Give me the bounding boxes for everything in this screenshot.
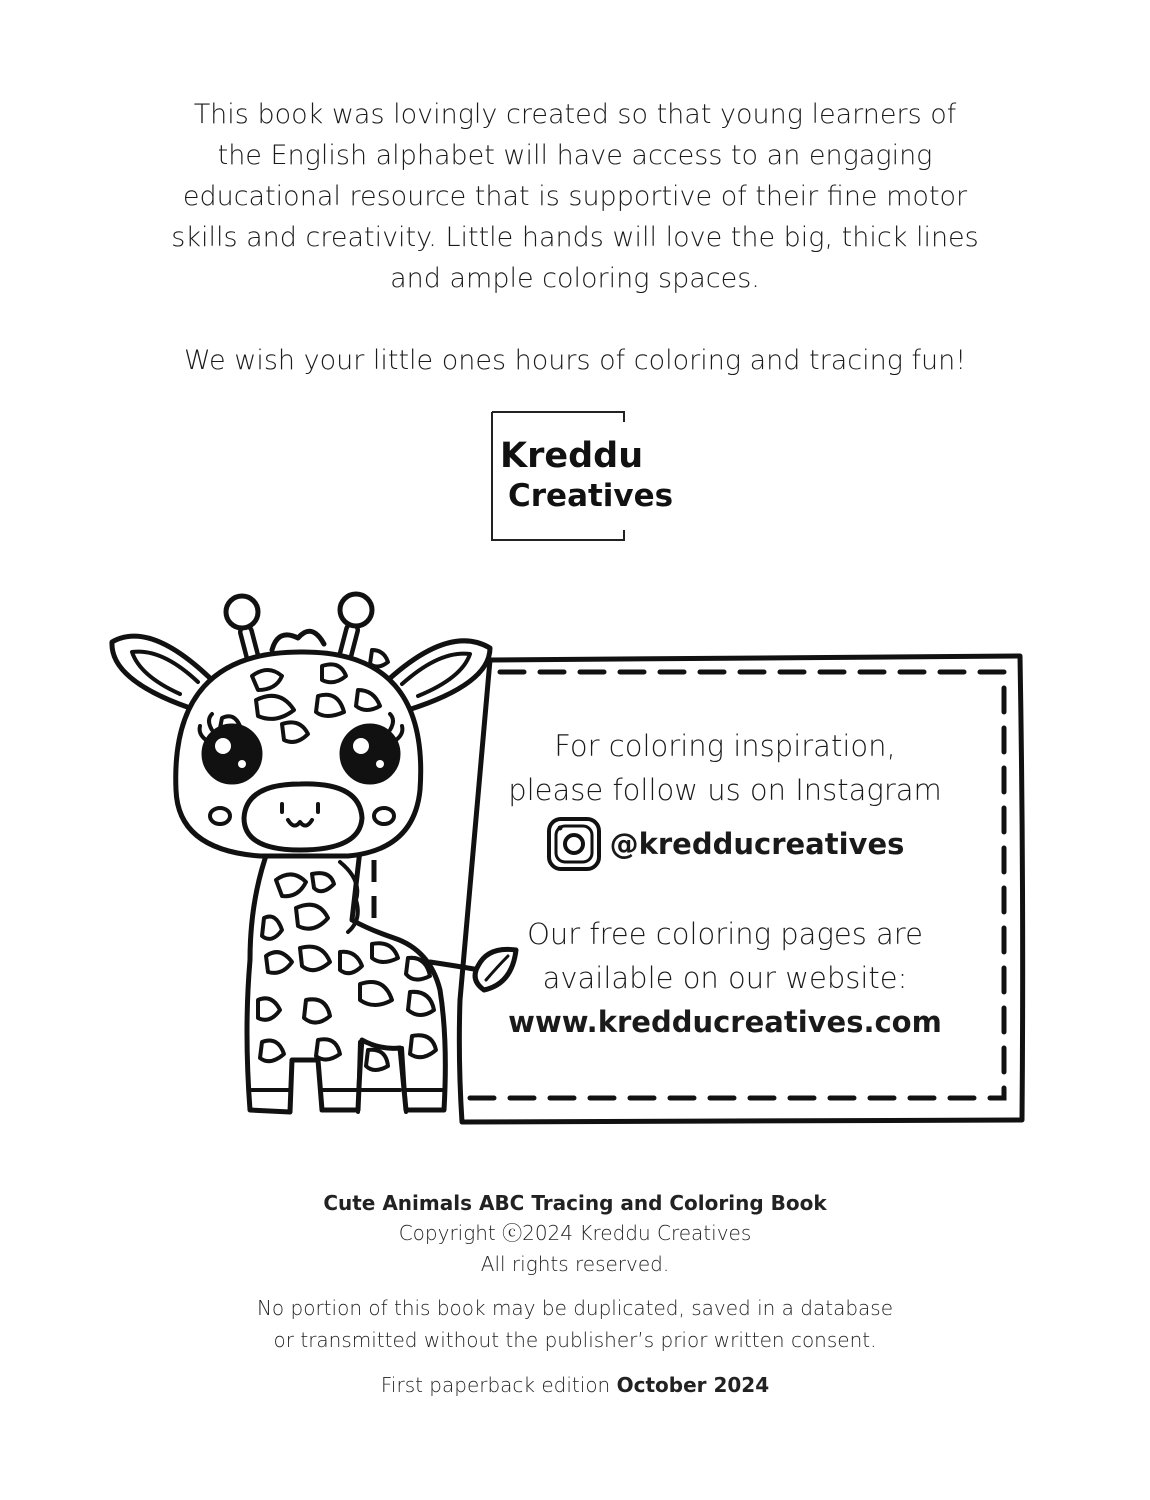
copyright-footer (0, 1188, 1150, 1400)
copyright-suffix: 2024 Kreddu Creatives (522, 1221, 752, 1245)
copyright-symbol: ⓒ (502, 1221, 523, 1245)
intro-wish: We wish your little ones hours of coloring and tracing fun! (183, 345, 967, 376)
intro-line: skills and creativity. Little hands will love the big, thick lines (171, 222, 979, 253)
card-website (470, 912, 980, 1044)
intro-line: the English alphabet will have access to an engaging (217, 140, 933, 171)
copyright-line (0, 1218, 1150, 1249)
edition-line (0, 1370, 1150, 1400)
free-pages-line-1: Our free coloring pages are (527, 917, 923, 951)
website-link[interactable]: www.kredducreatives.com (508, 1005, 942, 1039)
copyright-prefix: Copyright (398, 1221, 496, 1245)
free-pages-line-2: available on our website: (542, 961, 908, 995)
edition-prefix: First paperback edition (380, 1373, 611, 1397)
intro-line: This book was lovingly created so that young learners of (193, 99, 957, 130)
instagram-row[interactable] (470, 816, 980, 872)
instagram-icon (546, 816, 602, 872)
notice-line-2: or transmitted without the publisher’s prior written consent. (273, 1328, 877, 1352)
card-inspiration (470, 724, 980, 872)
rights-reserved: All rights reserved. (480, 1252, 670, 1276)
inspiration-line-1: For coloring inspiration, (554, 729, 896, 763)
giraffe-icon (112, 594, 516, 1112)
edition-date: October 2024 (616, 1373, 770, 1397)
logo-line-2: Creatives (508, 478, 674, 514)
intro-line: educational resource that is supportive of their fine motor (182, 181, 968, 212)
logo-line-1: Kreddu (500, 436, 644, 476)
instagram-handle[interactable]: @kredducreatives (609, 827, 905, 861)
book-title: Cute Animals ABC Tracing and Coloring Book (323, 1191, 827, 1215)
notice-line-1: No portion of this book may be duplicated, saved in a database (256, 1296, 894, 1320)
intro-line: and ample coloring spaces. (390, 263, 760, 294)
notice-text (0, 1292, 1150, 1356)
inspiration-line-2: please follow us on Instagram (508, 773, 942, 807)
